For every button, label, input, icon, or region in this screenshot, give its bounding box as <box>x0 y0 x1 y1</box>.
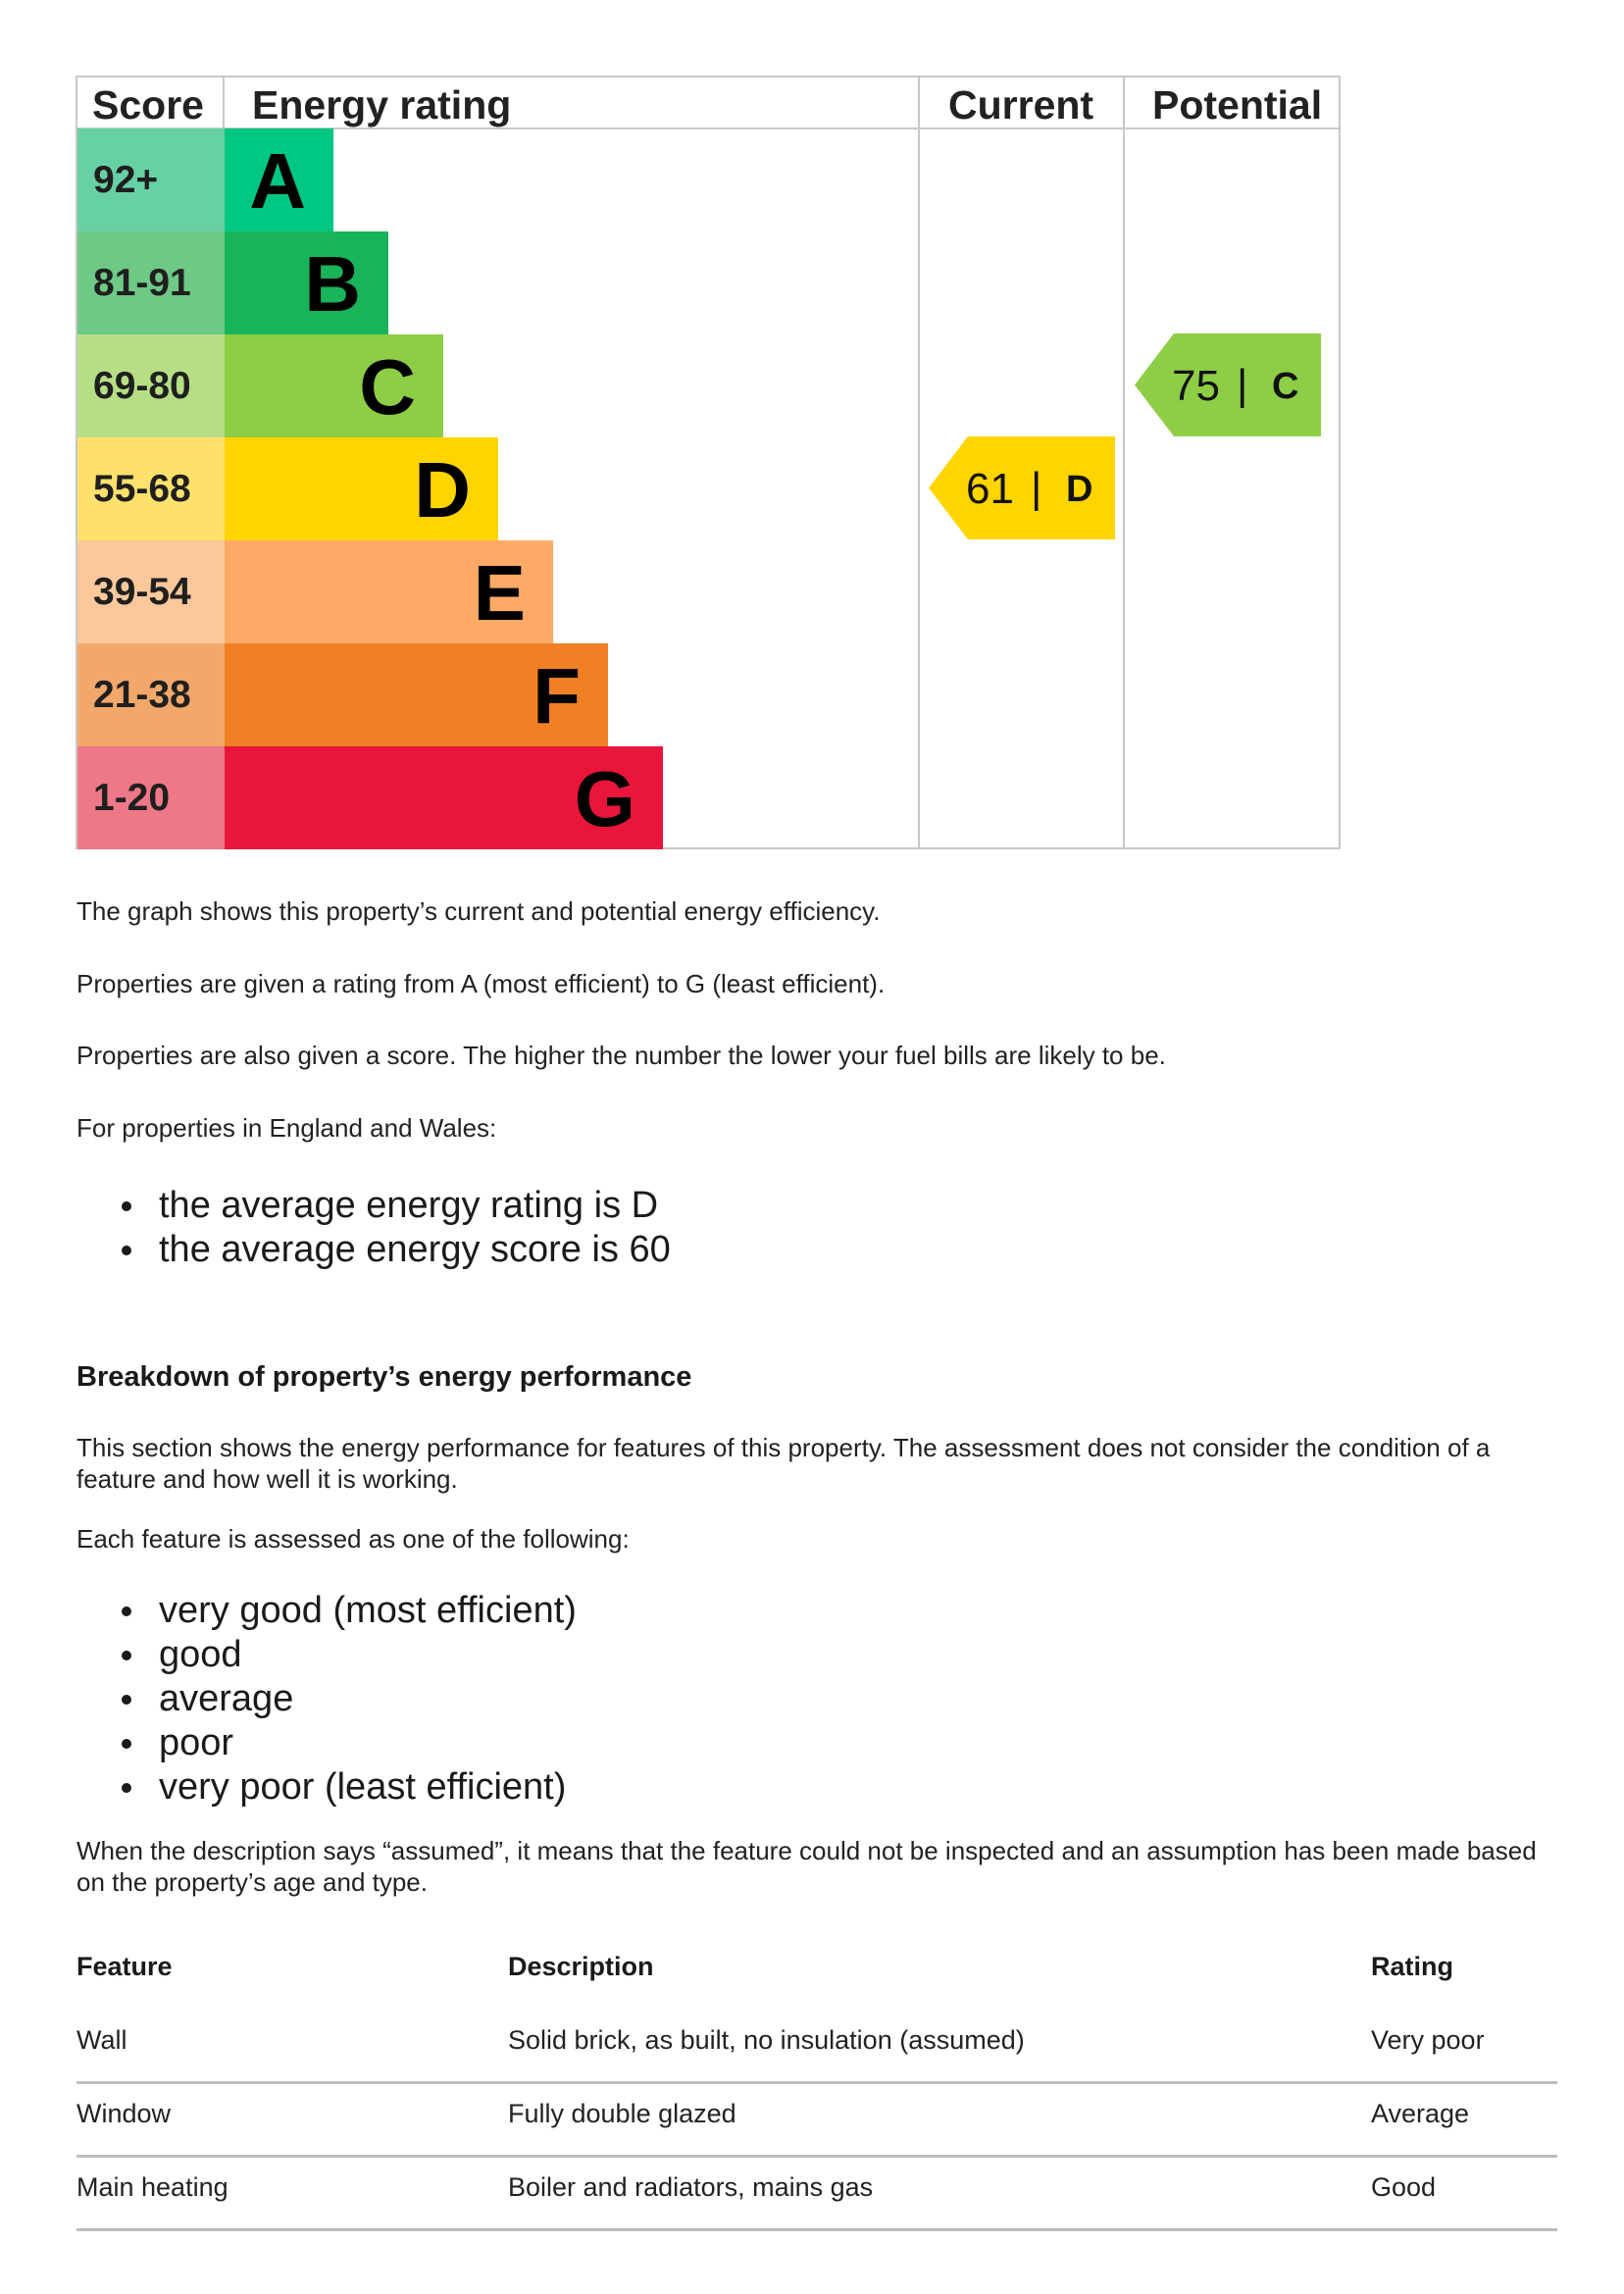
current-rating-arrow <box>929 436 1115 539</box>
band-bar <box>225 643 608 746</box>
band-score-range: 1-20 <box>77 746 225 849</box>
band-bar <box>225 334 443 437</box>
band-row-e <box>77 540 918 643</box>
band-letter: G <box>574 755 635 842</box>
current-score: 61 <box>966 465 1014 513</box>
band-row-g <box>77 746 918 849</box>
band-row-a <box>77 128 918 231</box>
graph-explanation: The graph shows this property’s current and potential energy efficiency. <box>76 896 881 926</box>
potential-header: Potential <box>1152 82 1323 127</box>
rating-cell: Average <box>1371 2099 1470 2128</box>
band-score-range: 21-38 <box>77 643 225 746</box>
chart-divider <box>1123 77 1125 847</box>
band-row-b <box>77 231 918 334</box>
list-item: very good (most efficient) <box>118 1589 577 1633</box>
list-item: very poor (least efficient) <box>118 1765 577 1810</box>
band-letter: C <box>359 343 416 431</box>
potential-band: C <box>1272 366 1299 407</box>
assessment-intro: Each feature is assessed as one of the following: <box>76 1524 630 1554</box>
table-row <box>76 2158 1557 2231</box>
description-cell: Solid brick, as built, no insulation (assumed) <box>508 2025 1025 2055</box>
band-bar <box>225 437 498 540</box>
average-list <box>118 1184 671 1272</box>
feature-cell: Wall <box>76 2025 127 2055</box>
band-bar <box>225 231 388 334</box>
table-row <box>76 2011 1557 2084</box>
band-score-range: 39-54 <box>77 540 225 643</box>
band-letter: B <box>304 240 361 328</box>
list-item: poor <box>118 1721 577 1765</box>
potential-rating-arrow <box>1135 333 1321 436</box>
current-band: D <box>1066 469 1093 510</box>
rating-cell: Good <box>1371 2172 1437 2202</box>
band-row-d <box>77 437 918 540</box>
band-row-f <box>77 643 918 746</box>
assessment-levels <box>118 1589 577 1810</box>
current-header: Current <box>948 82 1094 127</box>
band-score-range: 81-91 <box>77 231 225 334</box>
band-letter: D <box>414 446 471 534</box>
current-separator: | <box>1031 464 1042 512</box>
band-score-range: 55-68 <box>77 437 225 540</box>
feature-cell: Main heating <box>76 2172 228 2202</box>
list-item: average <box>118 1677 577 1721</box>
list-item: the average energy rating is D <box>118 1184 671 1228</box>
feature-column-header: Feature <box>76 1952 173 1981</box>
rating-column-header: Rating <box>1371 1952 1453 1981</box>
band-letter: A <box>249 137 306 225</box>
potential-score: 75 <box>1172 362 1220 410</box>
energy-rating-chart <box>76 76 1341 849</box>
breakdown-explanation: This section shows the energy performance for features of this property. The assessment does not consider the condition of a feature and how well it is working. <box>76 1433 1491 1494</box>
band-row-c <box>77 334 918 437</box>
rating-explanation: Properties are given a rating from A (most efficient) to G (least efficient). <box>76 969 886 998</box>
row-divider <box>76 2228 1557 2231</box>
score-header: Score <box>92 82 204 127</box>
table-row <box>76 2084 1557 2158</box>
chart-divider <box>918 77 920 847</box>
description-cell: Fully double glazed <box>508 2099 736 2128</box>
potential-separator: | <box>1237 361 1248 409</box>
breakdown-heading: Breakdown of property’s energy performance <box>76 1361 692 1393</box>
list-item: the average energy score is 60 <box>118 1228 671 1272</box>
description-cell: Boiler and radiators, mains gas <box>508 2172 874 2202</box>
band-bar <box>225 128 333 231</box>
band-score-range: 69-80 <box>77 334 225 437</box>
band-score-range: 92+ <box>77 128 225 231</box>
description-column-header: Description <box>508 1952 654 1981</box>
table-header-row <box>76 1937 1557 2011</box>
assumed-explanation: When the description says “assumed”, it means that the feature could not be inspected and an assumption has been made based on the property’s age and type. <box>76 1836 1537 1897</box>
feature-cell: Window <box>76 2099 172 2128</box>
band-bar <box>225 540 553 643</box>
features-table <box>76 1937 1557 2231</box>
band-letter: E <box>473 549 526 637</box>
energy-rating-header: Energy rating <box>252 82 512 127</box>
list-item: good <box>118 1633 577 1677</box>
rating-cell: Very poor <box>1371 2025 1485 2055</box>
region-intro: For properties in England and Wales: <box>76 1113 497 1143</box>
score-explanation: Properties are also given a score. The higher the number the lower your fuel bills are likely to be. <box>76 1041 1166 1070</box>
band-bar <box>225 746 663 849</box>
band-letter: F <box>533 652 581 739</box>
